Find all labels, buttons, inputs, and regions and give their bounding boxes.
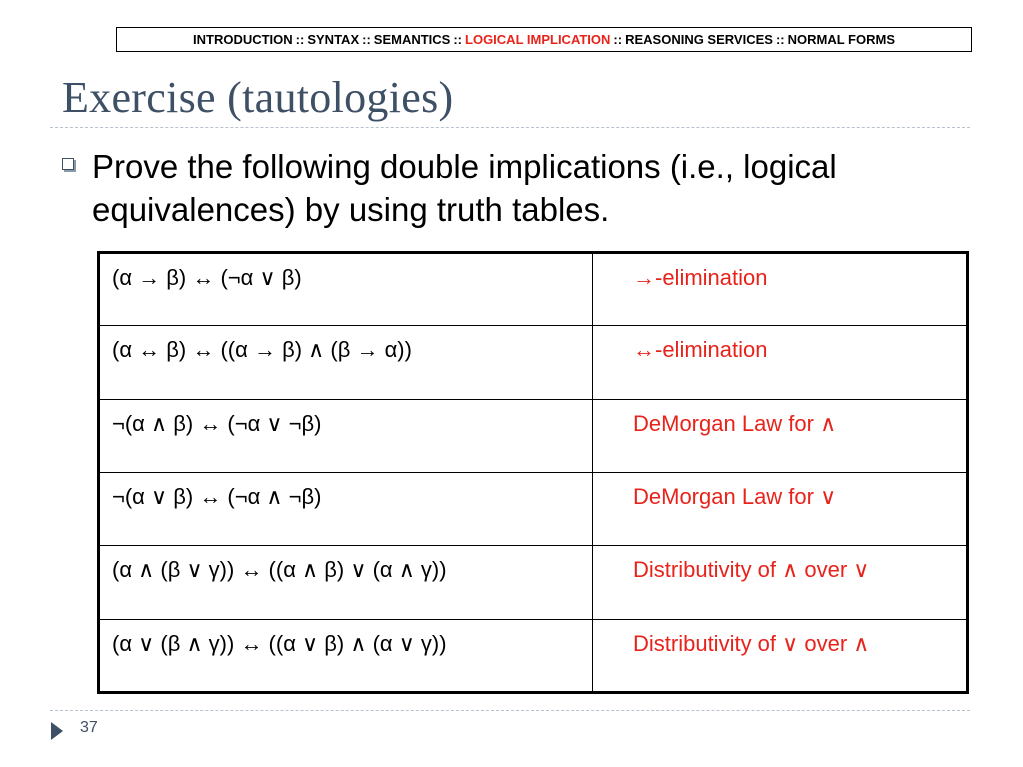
nav-item-introduction[interactable]: INTRODUCTION <box>193 32 293 47</box>
law-cell: Distributivity of ∧ over ∨ <box>593 546 968 619</box>
nav-separator: :: <box>362 32 371 47</box>
page-number: 37 <box>80 719 98 736</box>
slide-title: Exercise (tautologies) <box>62 73 454 122</box>
nav-item-normal-forms[interactable]: NORMAL FORMS <box>787 32 895 47</box>
nav-separator: :: <box>295 32 305 47</box>
nav-separator: :: <box>453 32 463 47</box>
nav-item-logical-implication[interactable]: LOGICAL IMPLICATION <box>465 32 611 47</box>
equivalences-table <box>97 251 969 694</box>
formula-cell: ¬(α ∨ β) ↔ (¬α ∧ ¬β) <box>99 472 593 545</box>
nav-separator: :: <box>775 32 785 47</box>
formula-cell: (α → β) ↔ (¬α ∨ β) <box>99 253 593 326</box>
title-divider <box>50 127 970 128</box>
law-cell: DeMorgan Law for ∨ <box>593 472 968 545</box>
nav-item-semantics[interactable]: SEMANTICS <box>373 32 451 47</box>
formula-cell: (α ∨ (β ∧ γ)) ↔ ((α ∨ β) ∧ (α ∨ γ)) <box>99 619 593 692</box>
square-bullet-icon <box>62 158 74 170</box>
bullet-text: Prove the following double implications (i.e., logical equivalences) by using truth tables. <box>92 148 837 228</box>
nav-separator: :: <box>613 32 623 47</box>
table-row <box>99 546 968 619</box>
law-cell: Distributivity of ∨ over ∧ <box>593 619 968 692</box>
law-cell: →-elimination <box>593 253 968 326</box>
footer-divider <box>50 710 970 711</box>
table-row <box>99 399 968 472</box>
nav-item-reasoning-services[interactable]: REASONING SERVICES <box>625 32 773 47</box>
nav-item-syntax[interactable]: SYNTAX <box>307 32 360 47</box>
formula-cell: (α ↔ β) ↔ ((α → β) ∧ (β → α)) <box>99 326 593 399</box>
table-row <box>99 253 968 326</box>
formula-cell: ¬(α ∧ β) ↔ (¬α ∨ ¬β) <box>99 399 593 472</box>
triangle-right-icon <box>51 722 63 740</box>
law-cell: DeMorgan Law for ∧ <box>593 399 968 472</box>
table-row <box>99 326 968 399</box>
bullet-item <box>62 145 942 231</box>
law-cell: ↔-elimination <box>593 326 968 399</box>
section-nav <box>116 27 972 52</box>
table-row <box>99 472 968 545</box>
formula-cell: (α ∧ (β ∨ γ)) ↔ ((α ∧ β) ∨ (α ∧ γ)) <box>99 546 593 619</box>
table-row <box>99 619 968 692</box>
